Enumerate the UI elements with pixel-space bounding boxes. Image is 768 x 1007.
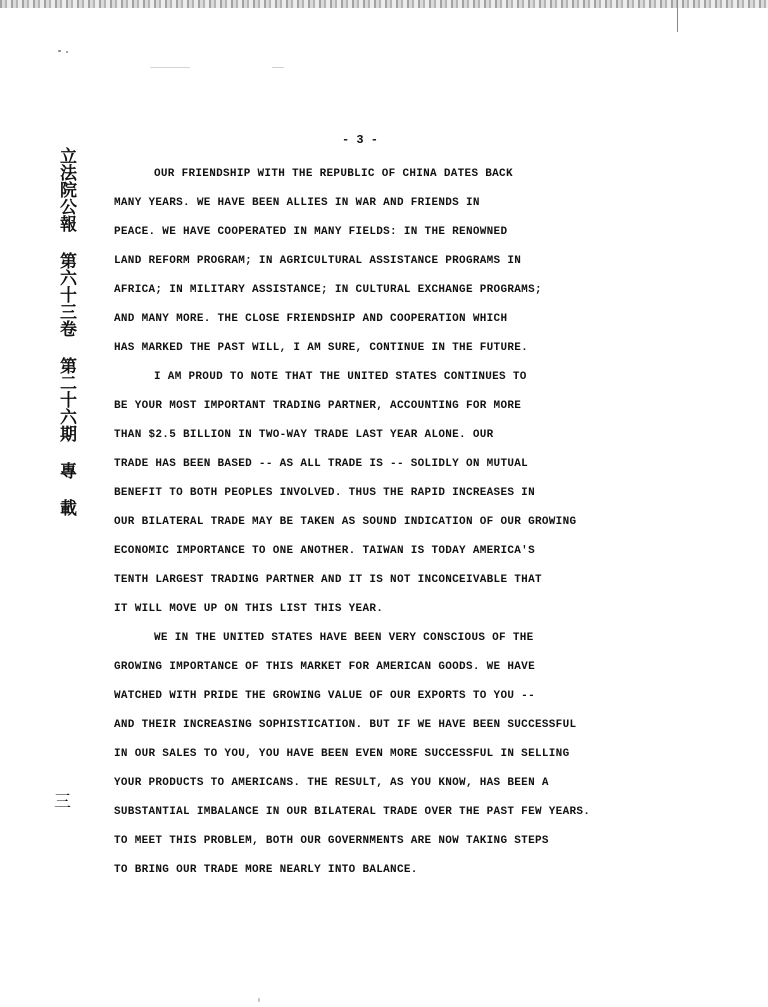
- text-line: TO BRING OUR TRADE MORE NEARLY INTO BALANCE.: [114, 864, 418, 876]
- text-line: TRADE HAS BEEN BASED -- AS ALL TRADE IS -- SOLIDLY ON MUTUAL: [114, 458, 529, 470]
- text-line: AND MANY MORE. THE CLOSE FRIENDSHIP AND COOPERATION WHICH: [114, 313, 508, 325]
- text-line: SUBSTANTIAL IMBALANCE IN OUR BILATERAL TRADE OVER THE PAST FEW YEARS.: [114, 806, 591, 818]
- text-line: IN OUR SALES TO YOU, YOU HAVE BEEN EVEN MORE SUCCESSFUL IN SELLING: [114, 748, 570, 760]
- text-line: OUR FRIENDSHIP WITH THE REPUBLIC OF CHINA DATES BACK: [154, 168, 513, 180]
- text-line: TENTH LARGEST TRADING PARTNER AND IT IS NOT INCONCEIVABLE THAT: [114, 574, 542, 586]
- text-line: THAN $2.5 BILLION IN TWO-WAY TRADE LAST YEAR ALONE. OUR: [114, 429, 494, 441]
- scan-speck: [258, 998, 260, 1002]
- text-line: WATCHED WITH PRIDE THE GROWING VALUE OF OUR EXPORTS TO YOU --: [114, 690, 535, 702]
- scan-speck: [272, 67, 284, 68]
- text-line: GROWING IMPORTANCE OF THIS MARKET FOR AMERICAN GOODS. WE HAVE: [114, 661, 535, 673]
- text-line: BE YOUR MOST IMPORTANT TRADING PARTNER, ACCOUNTING FOR MORE: [114, 400, 522, 412]
- text-line: BENEFIT TO BOTH PEOPLES INVOLVED. THUS THE RAPID INCREASES IN: [114, 487, 535, 499]
- text-line: HAS MARKED THE PAST WILL, I AM SURE, CONTINUE IN THE FUTURE.: [114, 342, 529, 354]
- document-body: [114, 160, 654, 885]
- page-number: - 3 -: [342, 133, 379, 147]
- text-line: ECONOMIC IMPORTANCE TO ONE ANOTHER. TAIWAN IS TODAY AMERICA'S: [114, 545, 535, 557]
- text-line: PEACE. WE HAVE COOPERATED IN MANY FIELDS: IN THE RENOWNED: [114, 226, 508, 238]
- scan-speck: [66, 51, 68, 53]
- side-page-number: 三: [54, 792, 71, 812]
- publication-header: 立法院公報 第六十三卷 第二十六期 專 載: [56, 147, 76, 516]
- text-line: IT WILL MOVE UP ON THIS LIST THIS YEAR.: [114, 603, 384, 615]
- text-line: AFRICA; IN MILITARY ASSISTANCE; IN CULTURAL EXCHANGE PROGRAMS;: [114, 284, 542, 296]
- text-line: LAND REFORM PROGRAM; IN AGRICULTURAL ASSISTANCE PROGRAMS IN: [114, 255, 522, 267]
- text-line: YOUR PRODUCTS TO AMERICANS. THE RESULT, AS YOU KNOW, HAS BEEN A: [114, 777, 549, 789]
- scan-mark: [677, 0, 678, 32]
- text-line: MANY YEARS. WE HAVE BEEN ALLIES IN WAR AND FRIENDS IN: [114, 197, 480, 209]
- text-line: I AM PROUD TO NOTE THAT THE UNITED STATES CONTINUES TO: [154, 371, 527, 383]
- scan-edge-artifact: [0, 0, 768, 8]
- text-line: OUR BILATERAL TRADE MAY BE TAKEN AS SOUND INDICATION OF OUR GROWING: [114, 516, 577, 528]
- text-line: WE IN THE UNITED STATES HAVE BEEN VERY CONSCIOUS OF THE: [154, 632, 534, 644]
- text-line: AND THEIR INCREASING SOPHISTICATION. BUT IF WE HAVE BEEN SUCCESSFUL: [114, 719, 577, 731]
- scan-speck: [150, 67, 190, 68]
- scan-speck: [58, 50, 61, 52]
- text-line: TO MEET THIS PROBLEM, BOTH OUR GOVERNMENTS ARE NOW TAKING STEPS: [114, 835, 549, 847]
